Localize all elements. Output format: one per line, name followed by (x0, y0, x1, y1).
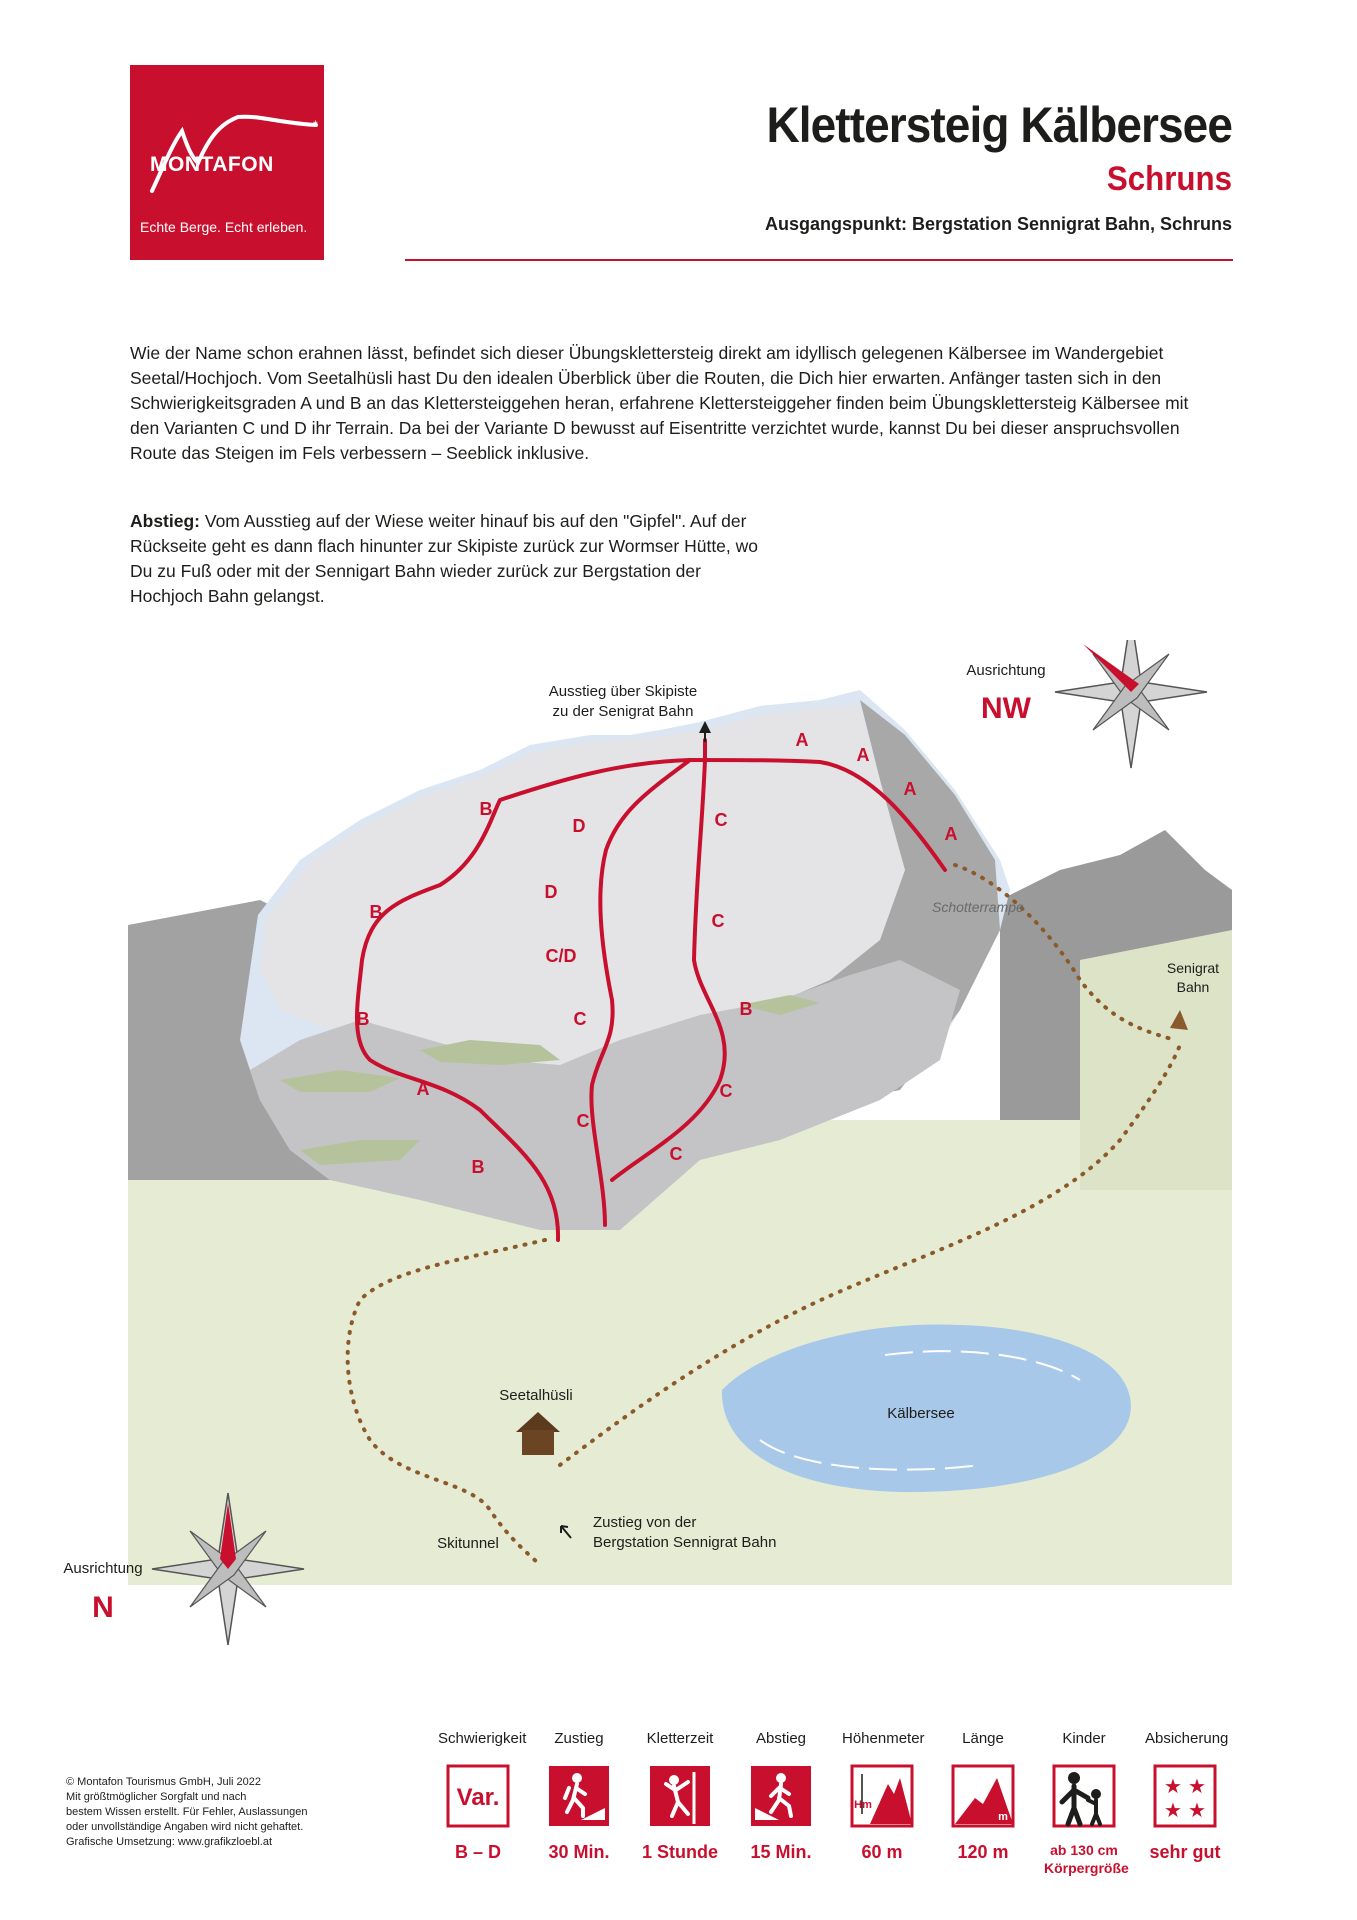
fact-value: 30 Min. (548, 1842, 610, 1862)
grade-label: C (714, 810, 728, 830)
exit-label-line2: zu der Senigrat Bahn (552, 703, 694, 720)
difficulty-icon (446, 1764, 510, 1828)
fact-value: ab 130 cm (1050, 1842, 1118, 1858)
length-icon-text: m (998, 1811, 1008, 1823)
length-icon (951, 1764, 1015, 1828)
orientation-bottom-label: Ausrichtung (63, 1560, 143, 1577)
copyright-line: oder unvollständige Angaben wird nicht gehaftet. (66, 1821, 304, 1833)
fact-value: 1 Stunde (641, 1842, 718, 1862)
fact-climbing-time (640, 1730, 720, 1863)
fact-value: 60 m (861, 1842, 903, 1862)
grade-label: B (479, 799, 493, 819)
children-icon (1052, 1764, 1116, 1828)
grade-label: C (711, 911, 725, 931)
montafon-logo[interactable] (130, 65, 324, 260)
stars-icon (1153, 1764, 1217, 1828)
intro-text: Wie der Name schon erahnen lässt, befindet sich dieser Übungsklettersteig direkt am idyllisch gelegenen Kälbersee im Wandergebiet Seetal/Hochjoch. Vom Seetalhüsli hast Du den idealen Überblick über die Routen, die Dich hier erwarten. Anfänger tasten sich in den Schwierigkeitsgraden A und B an das Klettersteiggehen heran, erfahrene Klettersteiggeher finden beim Übungsklettersteig Kälbersee mit den Varianten C und D ihr Terrain. Da bei der Variante D bewusst auf Eisentritte verzichtet wurde, kannst Du bei dieser anspruchsvollen Route das Steigen im Fels verbessern – Seeblick inklusive. (130, 343, 1189, 463)
svg-text:★: ★ (1188, 1800, 1206, 1822)
route-map (0, 640, 1357, 1690)
orientation-bottom-value: N (92, 1591, 114, 1624)
copyright-line: Mit größtmöglicher Sorgfalt und nach (66, 1791, 247, 1803)
grade-label: D (572, 816, 586, 836)
copyright-line: bestem Wissen erstellt. Für Fehler, Auslassungen (66, 1806, 308, 1818)
header-divider (405, 259, 1233, 261)
location-subtitle: Schruns (1106, 160, 1232, 198)
svg-text:★: ★ (1188, 1776, 1206, 1798)
logo-brand: MONTAFON (150, 153, 274, 176)
descent-body: Vom Ausstieg auf der Wiese weiter hinauf bis auf den "Gipfel". Auf der Rückseite geht es dann flach hinunter zur Skipiste zurück zur Wormser Hütte, wo Du zu Fuß oder mit der Sennigart Bahn wieder zurück zur Bergstation der Hochjoch Bahn gelangst. (130, 511, 759, 606)
grade-label: A (903, 779, 917, 799)
hiker-down-icon (749, 1764, 813, 1828)
climber-icon (648, 1764, 712, 1828)
fact-protection (1145, 1730, 1229, 1863)
grade-label: C/D (545, 946, 577, 966)
fact-approach (539, 1730, 619, 1863)
grade-label: A (795, 730, 809, 750)
approach-label-line1: Zustieg von der (593, 1514, 697, 1531)
grade-label: A (944, 824, 958, 844)
grade-label: C (669, 1144, 683, 1164)
page-title: Klettersteig Kälbersee (766, 97, 1232, 153)
station-label-line2: Bahn (1176, 979, 1210, 995)
copyright-notice (66, 1775, 346, 1850)
svg-text:★: ★ (1164, 1800, 1182, 1822)
fact-value: 120 m (957, 1842, 1009, 1862)
descent-label: Abstieg: (130, 511, 200, 531)
lake-label: Kälbersee (887, 1405, 955, 1422)
orientation-top-label: Ausrichtung (966, 662, 1046, 679)
grade-label: B (369, 902, 383, 922)
fact-value: B – D (454, 1842, 501, 1862)
svg-text:*: * (313, 118, 318, 132)
hut-body (522, 1430, 554, 1455)
fact-children (1044, 1730, 1129, 1876)
fact-label: Zustieg (554, 1730, 604, 1747)
hut-label: Seetalhüsli (499, 1387, 573, 1404)
copyright-line: Grafische Umsetzung: www.grafikzloebl.at (66, 1836, 273, 1848)
grade-label: C (573, 1009, 587, 1029)
fact-label: Höhenmeter (842, 1730, 925, 1747)
grade-label: B (356, 1009, 370, 1029)
fact-value: sehr gut (1149, 1842, 1221, 1862)
fact-elevation (842, 1730, 925, 1863)
fact-label: Schwierigkeit (438, 1730, 527, 1747)
fact-label: Länge (962, 1730, 1004, 1747)
fact-label: Absicherung (1145, 1730, 1229, 1747)
compass-nw-icon (1055, 640, 1207, 768)
grade-label: A (856, 745, 870, 765)
svg-text:★: ★ (1164, 1776, 1182, 1798)
grade-label: C (719, 1081, 733, 1101)
fact-descent (741, 1730, 821, 1863)
approach-label-line2: Bergstation Sennigrat Bahn (593, 1534, 777, 1551)
fact-value: 15 Min. (750, 1842, 812, 1862)
grade-label: B (739, 999, 753, 1019)
elevation-icon-text: Hm (854, 1799, 872, 1811)
scree-label: Schotterrampe (932, 899, 1024, 915)
fact-label: Abstieg (755, 1730, 807, 1747)
copyright-line: © Montafon Tourismus GmbH, Juli 2022 (66, 1776, 261, 1788)
tunnel-label: Skitunnel (437, 1535, 499, 1552)
grade-label: C (576, 1111, 590, 1131)
orientation-top-value: NW (981, 692, 1031, 725)
descent-text (130, 509, 770, 609)
station-label-line1: Senigrat (1166, 960, 1220, 976)
logo-tagline: Echte Berge. Echt erleben. (140, 219, 308, 235)
exit-label-line1: Ausstieg über Skipiste (548, 683, 698, 700)
grade-label: D (544, 882, 558, 902)
facts-bar (438, 1730, 1238, 1890)
hiker-up-icon (547, 1764, 611, 1828)
start-point: Ausgangspunkt: Bergstation Sennigrat Bahn, Schruns (764, 214, 1232, 234)
fact-difficulty (438, 1730, 527, 1863)
difficulty-icon-text: Var. (456, 1784, 500, 1811)
grade-label: A (416, 1079, 430, 1099)
elevation-icon (850, 1764, 914, 1828)
fact-sub: Körpergröße (1044, 1860, 1129, 1876)
fact-length (943, 1730, 1023, 1863)
fact-label: Kinder (1062, 1730, 1106, 1747)
grade-label: B (471, 1157, 485, 1177)
fact-label: Kletterzeit (646, 1730, 714, 1747)
